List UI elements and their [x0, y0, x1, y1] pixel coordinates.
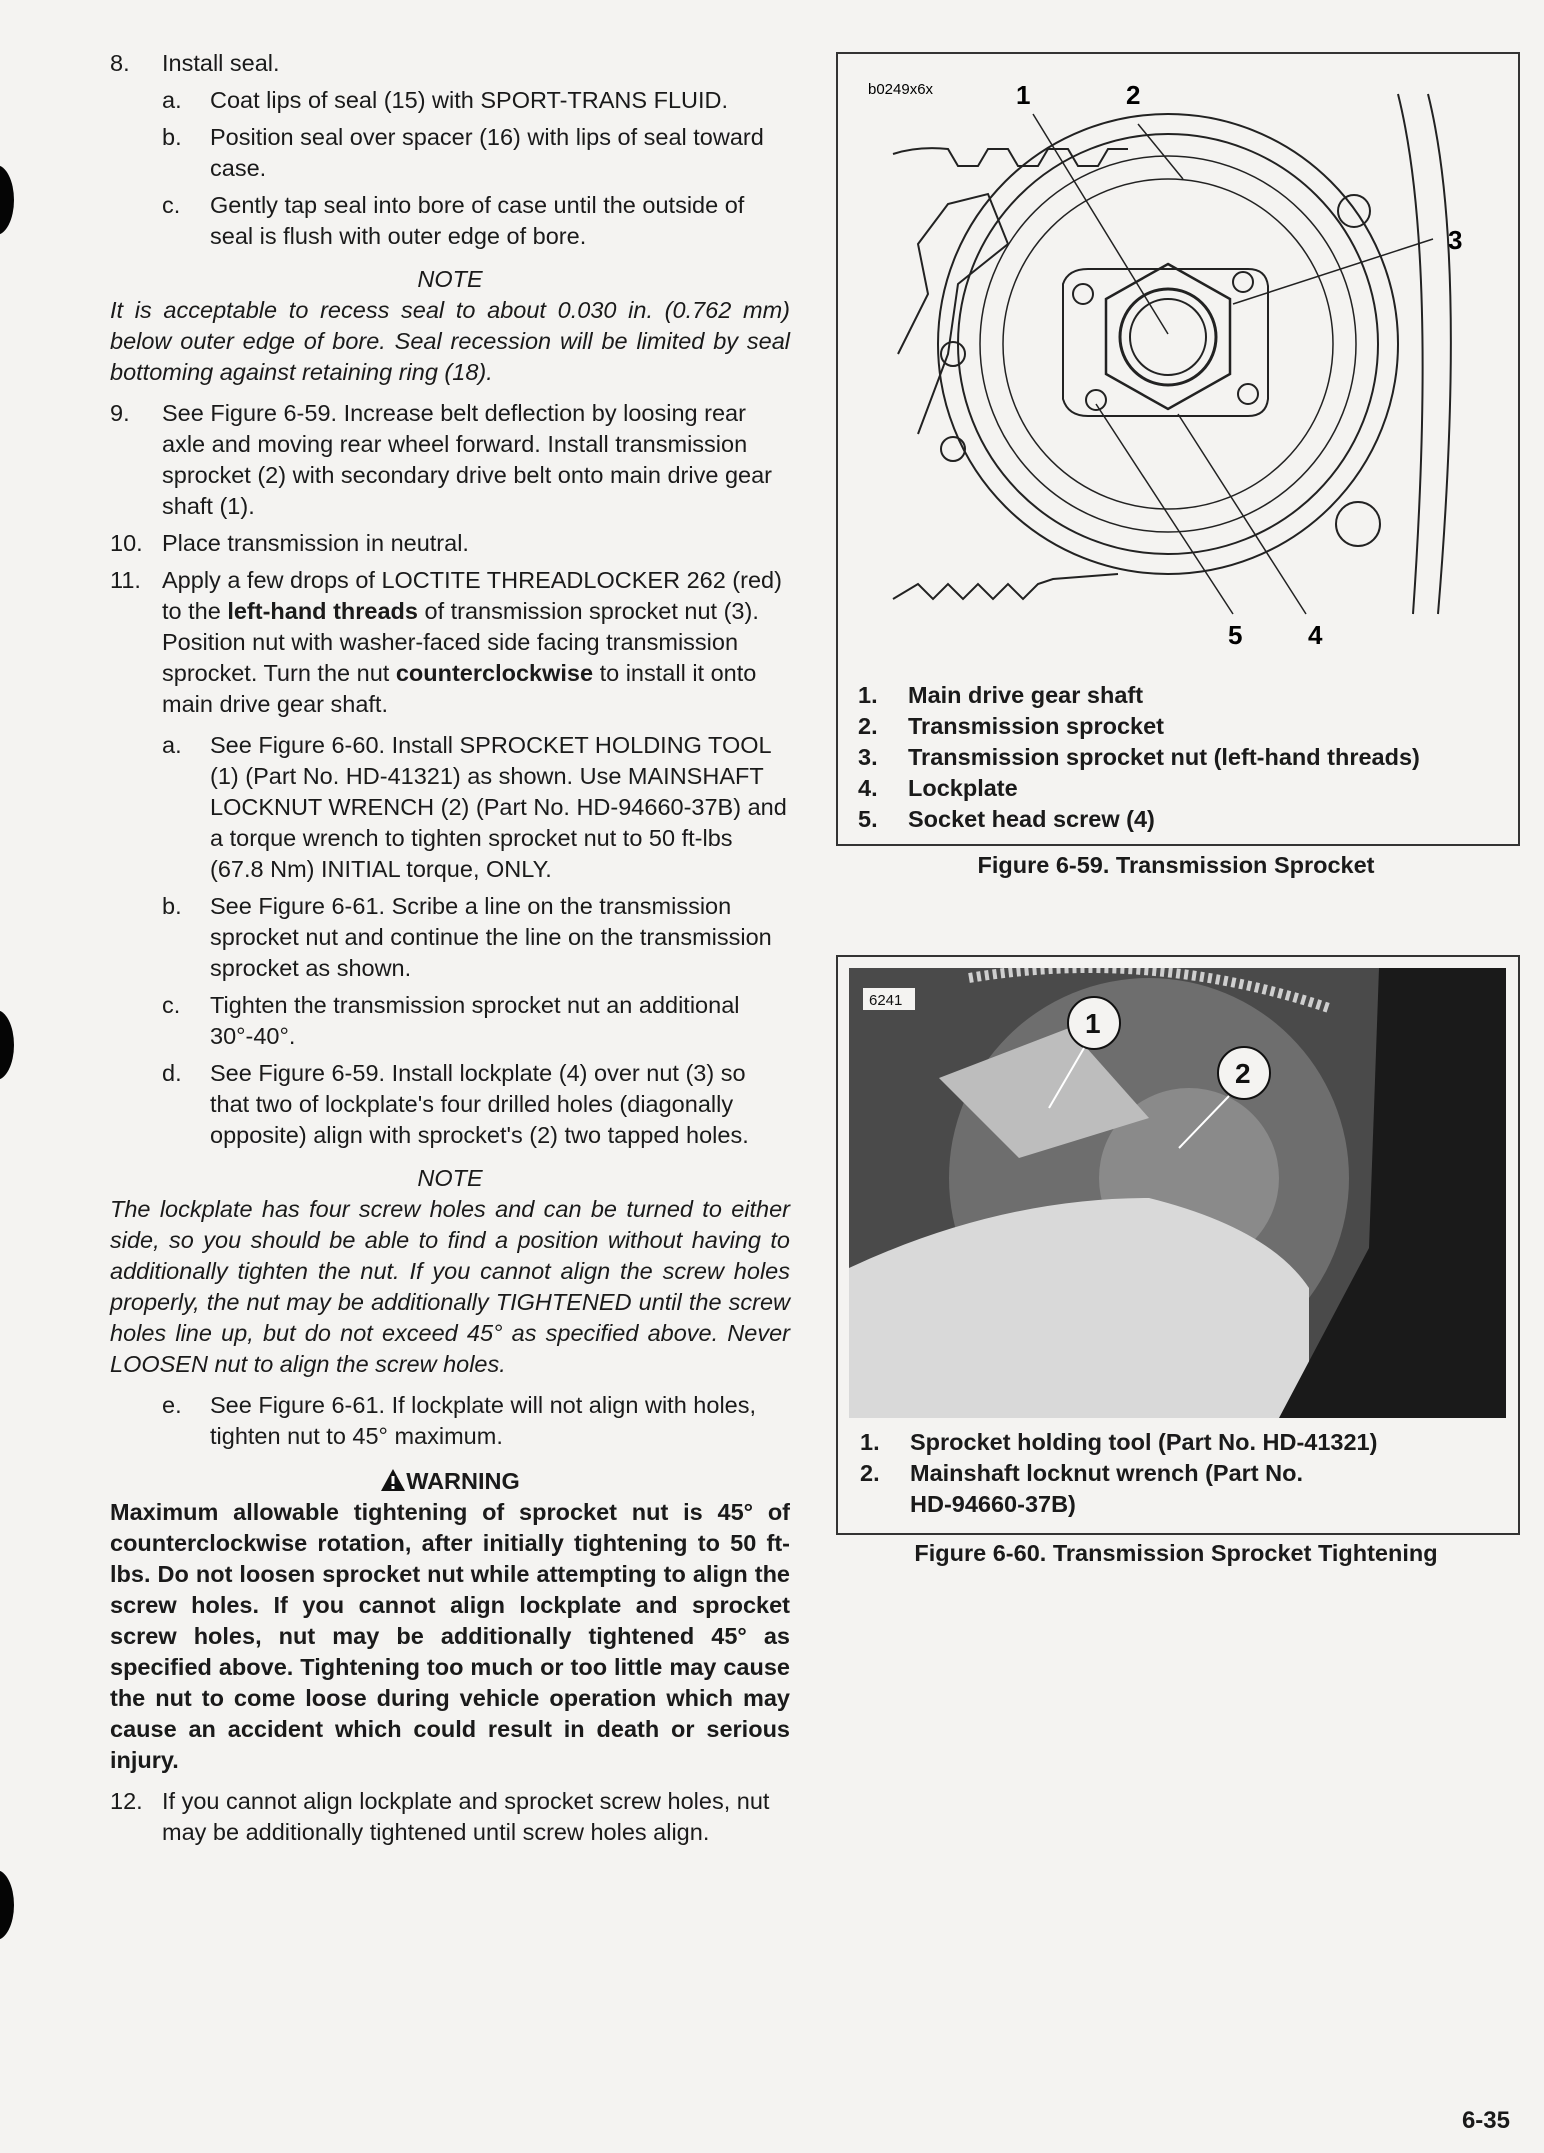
page-number: 6-35: [1461, 2107, 1510, 2134]
sub-letter: a.: [162, 87, 182, 113]
legend-number: 2.: [858, 713, 878, 739]
figure-6-59-box: [836, 52, 1520, 846]
callout-1: 1: [1016, 80, 1031, 110]
step-10: [110, 528, 790, 559]
note-text: It is acceptable to recess seal to about 0.030 in. (0.762 mm) below outer edge of bore. Seal recession will be limited by seal bottoming against retaining ring (18).: [110, 297, 790, 385]
sub-text: See Figure 6-59. Install lockplate (4) over nut (3) so that two of lockplate's four drilled holes (diagonally opposite) align with sprocket's (2) two tapped holes.: [210, 1060, 749, 1148]
step-11e: [110, 1390, 790, 1452]
binder-hole-middle: [0, 1010, 14, 1080]
step-text-part: of transmission sprocket nut (3). Position nut with washer-faced side facing transmission sprocket. Turn the nut: [162, 598, 759, 686]
housing-bolt: [941, 437, 965, 461]
callout-5: 5: [1228, 620, 1243, 650]
socket-head-screw: [1238, 384, 1258, 404]
binder-hole-bottom: [0, 1870, 14, 1940]
legend-text: Socket head screw (4): [908, 806, 1155, 832]
step-number: 8.: [110, 50, 130, 76]
sprocket-ring: [1003, 179, 1333, 509]
step-12: [110, 1786, 790, 1848]
step-text-part: to install it onto main drive gear shaft.: [162, 660, 757, 717]
step-text-bold: counterclockwise: [395, 660, 594, 686]
step-number: 12.: [110, 1788, 143, 1814]
legend-item: [858, 680, 1420, 711]
figure-id-label: b0249x6x: [868, 81, 934, 98]
legend-text: Main drive gear shaft: [908, 682, 1144, 708]
legend-item: [860, 1427, 1377, 1458]
warning-triangle-icon: [380, 1468, 406, 1492]
callout-1: 1: [1085, 1008, 1101, 1039]
socket-head-screw: [1073, 284, 1093, 304]
leader-line-1: [1033, 114, 1168, 334]
housing-bolt: [1338, 195, 1370, 227]
callout-2: 2: [1235, 1058, 1251, 1089]
sub-text: Coat lips of seal (15) with SPORT-TRANS FLUID.: [210, 87, 729, 113]
step-text: Install seal.: [162, 50, 280, 76]
step-8b: [110, 122, 790, 184]
sub-letter: b.: [162, 893, 182, 919]
figure-6-60-caption: Figure 6-60. Transmission Sprocket Tightening: [914, 1540, 1438, 1566]
step-11: [110, 565, 790, 720]
step-text-part: Apply a few drops of LOCTITE THREADLOCKER 262 (red) to the: [162, 567, 782, 624]
sub-letter: d.: [162, 1060, 182, 1086]
warning-text: Maximum allowable tightening of sprocket nut is 45° of counterclockwise rotation, after initially tightening to 50 ft-lbs. Do not loosen sprocket nut while attempting to align the screw holes. If you cannot align lockplate and sprocket screw holes, nut may be additionally tightened 45° as specified above. Tightening too much or too little may cause the nut to come loose during vehicle operation which may cause an accident which could result in death or serious injury.: [110, 1499, 790, 1773]
binder-hole-top: [0, 165, 14, 235]
step-11d: [110, 1058, 790, 1151]
legend-number: 2.: [860, 1460, 880, 1486]
sprocket-tightening-photo: [849, 968, 1506, 1418]
sub-letter: e.: [162, 1392, 182, 1418]
figure-6-59-caption: Figure 6-59. Transmission Sprocket: [977, 852, 1375, 878]
sub-letter: c.: [162, 192, 181, 218]
socket-head-screw: [1086, 390, 1106, 410]
legend-text: Transmission sprocket nut (left-hand threads): [908, 744, 1420, 770]
main-drive-gear-shaft: [1120, 289, 1216, 385]
sprocket-ring: [980, 156, 1356, 532]
leader-line-3: [1233, 239, 1433, 304]
sub-text: See Figure 6-61. Scribe a line on the transmission sprocket nut and continue the line on the transmission sprocket as shown.: [210, 893, 772, 981]
legend-number: 5.: [858, 806, 878, 832]
housing-bolt: [941, 342, 965, 366]
housing-bolt: [1336, 502, 1380, 546]
frame-right-edge: [1428, 94, 1451, 614]
sub-text: Position seal over spacer (16) with lips of seal toward case.: [210, 124, 764, 181]
step-number: 10.: [110, 530, 143, 556]
step-11b: [110, 891, 790, 984]
sub-letter: c.: [162, 992, 181, 1018]
left-column: [110, 48, 790, 1848]
sub-text: See Figure 6-61. If lockplate will not align with holes, tighten nut to 45° maximum.: [210, 1392, 757, 1449]
legend-item: [858, 711, 1420, 742]
drive-belt-bottom: [893, 574, 1118, 599]
figure-id-label: 6241: [869, 992, 903, 1009]
legend-item: [858, 742, 1420, 773]
step-text: See Figure 6-59. Increase belt deflection by loosing rear axle and moving rear wheel forward. Install transmission sprocket (2) with secondary drive belt onto main drive gear shaft (1).: [162, 400, 772, 519]
step-9: [110, 398, 790, 522]
frame-right: [1398, 94, 1423, 614]
photo-illustration: [849, 968, 1506, 1418]
step-number: 9.: [110, 400, 130, 426]
sub-letter: b.: [162, 124, 182, 150]
legend-text: Mainshaft locknut wrench (Part No. HD-94660-37B): [910, 1460, 1304, 1517]
legend-item: [858, 804, 1420, 835]
note-heading: NOTE: [417, 266, 483, 292]
note-text: The lockplate has four screw holes and can be turned to either side, so you should be able to find a position without having to additionally tighten the nut. If you cannot align the screw holes properly, the nut may be additionally TIGHTENED until the screw holes line up, but do not exceed 45° as specified above. Never LOOSEN nut to align the screw holes.: [110, 1196, 790, 1377]
legend-number: 1.: [860, 1429, 880, 1455]
drive-belt-top: [893, 148, 1128, 166]
step-11a: [110, 730, 790, 885]
figure-6-60-legend: [860, 1427, 1377, 1520]
warning-heading: [110, 1466, 790, 1497]
leader-line-4: [1178, 414, 1306, 614]
sub-text: Gently tap seal into bore of case until the outside of seal is flush with outer edge of bore.: [210, 192, 745, 249]
figure-6-59-legend: [858, 680, 1420, 835]
sub-text: Tighten the transmission sprocket nut an additional 30°-40°.: [210, 992, 740, 1049]
step-8: [110, 48, 790, 79]
socket-head-screw: [1233, 272, 1253, 292]
leader-line-5: [1096, 404, 1233, 614]
figure-6-60-box: [836, 955, 1520, 1535]
callout-4: 4: [1308, 620, 1323, 650]
legend-number: 3.: [858, 744, 878, 770]
callout-3: 3: [1448, 225, 1463, 255]
callout-2: 2: [1126, 80, 1141, 110]
sprocket-ring: [958, 134, 1378, 554]
warning-heading-text: WARNING: [406, 1468, 520, 1494]
step-8c: [110, 190, 790, 252]
legend-item: [858, 773, 1420, 804]
step-text: Place transmission in neutral.: [162, 530, 469, 556]
sprocket-nut: [1106, 264, 1230, 409]
legend-item: [860, 1458, 1330, 1520]
leader-line-2: [1138, 124, 1183, 179]
legend-number: 4.: [858, 775, 878, 801]
shaft-bore: [1130, 299, 1206, 375]
step-text: If you cannot align lockplate and sprocket screw holes, nut may be additionally tightened until screw holes align.: [162, 1788, 770, 1845]
step-text-bold: left-hand threads: [227, 598, 418, 624]
legend-text: Sprocket holding tool (Part No. HD-41321): [910, 1429, 1378, 1455]
legend-number: 1.: [858, 682, 878, 708]
transmission-sprocket-illustration: [838, 54, 1518, 654]
legend-text: Lockplate: [908, 775, 1018, 801]
legend-text: Transmission sprocket: [908, 713, 1164, 739]
step-number: 11.: [110, 567, 141, 593]
step-11c: [110, 990, 790, 1052]
step-8a: [110, 85, 790, 116]
sub-letter: a.: [162, 732, 182, 758]
sprocket-outer-ring: [938, 114, 1398, 574]
sub-text: See Figure 6-60. Install SPROCKET HOLDING TOOL (1) (Part No. HD-41321) as shown. Use MAINSHAFT LOCKNUT WRENCH (2) (Part No. HD-94660-37B) and a torque wrench to tighten sprocket nut to 50 ft-lbs (67.8 Nm) INITIAL torque, ONLY.: [210, 732, 787, 882]
note-heading: NOTE: [417, 1165, 483, 1191]
